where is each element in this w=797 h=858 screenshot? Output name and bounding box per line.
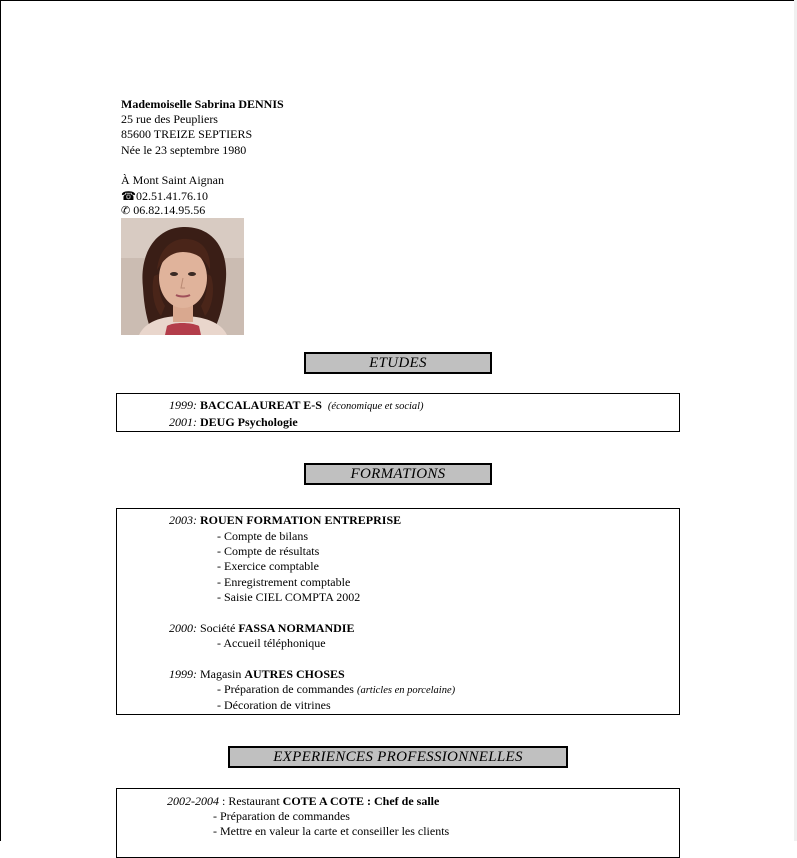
portrait-photo xyxy=(121,218,244,335)
formation-detail: - Saisie CIEL COMPTA 2002 xyxy=(217,590,361,604)
phone-icon: ☎ xyxy=(121,189,136,203)
formation-header xyxy=(169,513,401,527)
section-heading-experiences: EXPERIENCES PROFESSIONNELLES xyxy=(228,746,568,768)
formation-detail-note: (articles en porcelaine) xyxy=(356,685,456,696)
address-city: 85600 TREIZE SEPTIERS xyxy=(121,127,253,141)
mobile-phone-icon: ✆ xyxy=(121,205,131,217)
candidate-name: Mademoiselle Sabrina DENNIS xyxy=(121,97,284,111)
etudes-item xyxy=(169,415,298,429)
formation-prefix: Magasin xyxy=(200,667,245,681)
portrait-photo-icon xyxy=(121,218,244,335)
formation-header xyxy=(169,667,345,681)
birth-date: Née le 23 septembre 1980 xyxy=(121,143,247,157)
formation-detail xyxy=(217,682,455,698)
formation-org: AUTRES CHOSES xyxy=(244,667,345,681)
formation-header xyxy=(169,621,354,635)
mobile-number: 06.82.14.95.56 xyxy=(130,203,206,217)
section-heading-etudes: ETUDES xyxy=(304,352,492,374)
experience-org: COTE A COTE : Chef de salle xyxy=(282,794,440,808)
etudes-label: BACCALAUREAT E-S xyxy=(200,398,322,412)
section-heading-formations: FORMATIONS xyxy=(304,463,492,485)
etudes-year: 1999: xyxy=(169,398,197,412)
formation-detail: - Compte de résultats xyxy=(217,544,320,558)
formation-year: 2000: xyxy=(169,621,197,635)
formation-detail: - Exercice comptable xyxy=(217,559,319,573)
experience-year: 2002-2004 xyxy=(167,794,219,808)
formation-org: FASSA NORMANDIE xyxy=(238,621,355,635)
phone-line xyxy=(121,189,208,203)
formation-detail: - Décoration de vitrines xyxy=(217,698,331,712)
mobile-line xyxy=(121,203,205,218)
formation-year: 1999: xyxy=(169,667,197,681)
etudes-year: 2001: xyxy=(169,415,197,429)
etudes-label: DEUG Psychologie xyxy=(200,415,298,429)
formation-detail: - Accueil téléphonique xyxy=(217,636,326,650)
experience-sep: : Restaurant xyxy=(219,794,283,808)
formation-prefix: Société xyxy=(200,621,239,635)
phone-number: 02.51.41.76.10 xyxy=(135,189,208,203)
formation-detail: - Compte de bilans xyxy=(217,529,308,543)
formation-detail: - Enregistrement comptable xyxy=(217,575,351,589)
etudes-note: (économique et social) xyxy=(327,401,424,412)
formation-org: ROUEN FORMATION ENTREPRISE xyxy=(200,513,402,527)
address-street: 25 rue des Peupliers xyxy=(121,112,218,126)
experience-detail: - Préparation de commandes xyxy=(213,809,350,823)
formation-detail-text: - Préparation de commandes xyxy=(217,682,357,696)
birth-place: À Mont Saint Aignan xyxy=(121,173,225,187)
formation-year: 2003: xyxy=(169,513,197,527)
experience-header xyxy=(167,794,439,808)
experience-detail: - Mettre en valeur la carte et conseiller les clients xyxy=(213,824,450,838)
etudes-item xyxy=(169,398,424,414)
